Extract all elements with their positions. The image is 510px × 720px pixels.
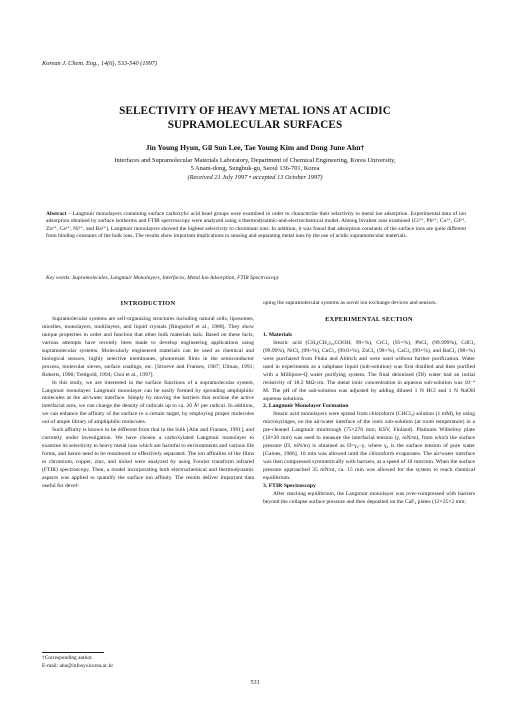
paper-title [40, 104, 470, 132]
subsection-monolayer-formation: 2. Langmuir Monolayer Formation [263, 403, 349, 410]
abstract-text: – Langmuir monolayers containing surface carboxylic acid head groups were examined in order to characterize their selectivity to metal ion adsorption. Experimental data of ion adsorption obtained by surface isotherms and FTIR spectroscopy were analyzed using a thermodynamic-and-electrochemical model. Among bivalent ions examined (Cr²⁺, Pb²⁺, Cu²⁺, Cd²⁺, Zn²⁺, Ca²⁺, Ni²⁺, and Ba²⁺), Langmuir monolayers showed the highest selectivity to chromium ions. In addition, it was found that adsorption constants of the surface ions are quite different from binding constants of the bulk ions. The results show important implications to sensing and separating metal ions by the use of acidic supramolecular materials. [46, 211, 466, 239]
abstract [46, 211, 466, 240]
received-dates: (Received 21 July 1997 • accepted 13 October 1997) [187, 173, 323, 181]
section-heading-introduction: INTRODUCTION [120, 300, 176, 307]
section-heading-experimental: EXPERIMENTAL SECTION [325, 315, 413, 323]
affiliation-line-2: 5 Anam-dong, Sungbuk-gu, Seoul 136-701, Korea [190, 165, 320, 173]
intro-continuation: oping the supramolecular systems as novel ion exchange devices and sensors. [263, 300, 437, 306]
journal-citation: Korean J. Chem. Eng., 14(6), 533-540 (1997) [42, 60, 158, 67]
monolayer-paragraph: Stearic acid monolayers were spread from chloroform (CHCl₃) solution (1 mM), by using microsyringes, on the air/water interface of the ionic sub-solution (at room temperature) in a pre-cleaned Langmuir minitrough (75×270 mm; KSV, Finland). Platinum Wilhelmy plate (10×20 mm) was used to measure the interfacial tension (γ, mN/m), from which the surface pressure (Π, mN/m) is obtained as Π=γ₀−γ, where γ₀ is the surface tension of pure water [Gaines, 1966]. 10 min was allowed until the chloroform evaporates. The air/water interface was then compressed symmetrically with barriers, at a speed of 10 mm/min. When the surface pressure approached 35 mN/m, ca. 15 min was allowed for the system to reach chemical equilibrium. [263, 411, 475, 482]
left-column [42, 300, 254, 491]
intro-paragraph-3: Such affinity is known to be different from that in the bulk [Ahn and Franses, 1991], and currently under investigation. We have chosen a carboxylated Langmuir monolayer to examine its selectivity to heavy metal ions which are harmful to environments and various life forms, and hence need to be monitored or effectively separated. The ion affinities of the films to chromium, copper, zinc, and nickel were analyzed by using Fourier transform infrared (FTIR) spectroscopy. Then, a model incorporating both electrochemical and thermodynamic aspects was applied to quantify the surface ion affinity. The results deliver important data useful for devel- [42, 427, 254, 489]
intro-paragraph-1: Supramolecular systems are self-organizing structures including natural cells, liposomes, micelles, monolayers, multilayers, and liquid crystals [Ringsdorf et al., 1988]. They show unique properties in order and function that other bulk materials lack. Based on these facts, various attempts have recently been made to develop engineering applications using supramolecular systems. Molecularly engineered materials can be used as chemical and biological sensors, highly selective membranes, photoresist films in the semiconductor process, molecular sieves, surface coatings, etc. [Stroeve and Franses, 1987; Ulman, 1991; Roberts, 1990; Tredgold, 1994; Choi et al., 1997]. [42, 315, 254, 378]
footnote-email: E-mail: ahn@infosys.korea.ac.kr [42, 662, 114, 669]
materials-paragraph: Stearic acid (CH₃(CH₂)₁₆COOH; 99+%), CrCl₂ (95+%), PbCl₂ (99.999%), CdCl₂ (99.99%), NiCl₂ (99+%), CuCl₂ (99.0+%), ZnCl₂ (98+%), CaCl₂ (99+%), and BaCl₂ (98+%) were purchased from Fluka and Aldrich and were used without further purification. Water used in experiments as a subphase liquid (sub-solution) was first distilled and then purified with a Millipore-Q water purifying system. The final deionized (DI) water had an initial resistivity of 18.2 MΩ·cm. The metal ionic concentration in aqueous sub-solution was 10⁻⁴ M. The pH of the sub-solution was adjusted by adding diluted 1 N HCl and 1 N NaOH aqueous solutions. [263, 339, 475, 402]
keywords-label: Key words: [46, 275, 72, 281]
affiliation [40, 157, 470, 182]
right-column [263, 300, 475, 507]
affiliation-line-1: Interfaces and Supramolecular Materials Laboratory, Department of Chemical Engineering, Korea University, [114, 157, 396, 164]
footnote [42, 655, 254, 670]
title-line-1: SELECTIVITY OF HEAVY METAL IONS AT ACIDIC [119, 105, 391, 117]
keywords [46, 275, 466, 281]
subsection-materials: 1. Materials [263, 331, 293, 338]
ftir-paragraph: After reaching equilibrium, the Langmuir monolayer was over-compressed with barriers beyond the collapse surface pressure and then deposited on the CaF₂ plates (12×25×2 mm; [263, 490, 475, 505]
footnote-divider [42, 652, 104, 653]
keywords-text: Supramolecules, Langmuir Monolayers, Interfaces, Metal Ion Adsorption, FTIR Spectroscopy [71, 275, 280, 281]
footnote-corresponding: †Corresponding author. [42, 655, 93, 661]
abstract-label: Abstract [46, 211, 67, 217]
subsection-ftir: 3. FTIR Spectroscopy [263, 483, 316, 490]
intro-paragraph-2: In this study, we are interested in the surface functions of a supramolecular system, Langmuir monolayer. Langmuir monolayer can be easily formed by spreading amphiphilic molecules at the air/water interface. Simply by moving the barriers that enclose the active interfacial area, we can change the density of radicals up to ca. 20 Å² per radical. In addition, we can enhance the affinity of the surface to a certain target, by employing proper molecules out of ample library of amphiphilic molecules. [42, 379, 254, 426]
title-line-2: SUPRAMOLECULAR SURFACES [167, 119, 343, 131]
author-list: Jin Young Hyun, Gil Sun Lee, Tae Young Kim and Dong June Ahn† [145, 143, 365, 152]
page-number: 533 [250, 680, 260, 686]
